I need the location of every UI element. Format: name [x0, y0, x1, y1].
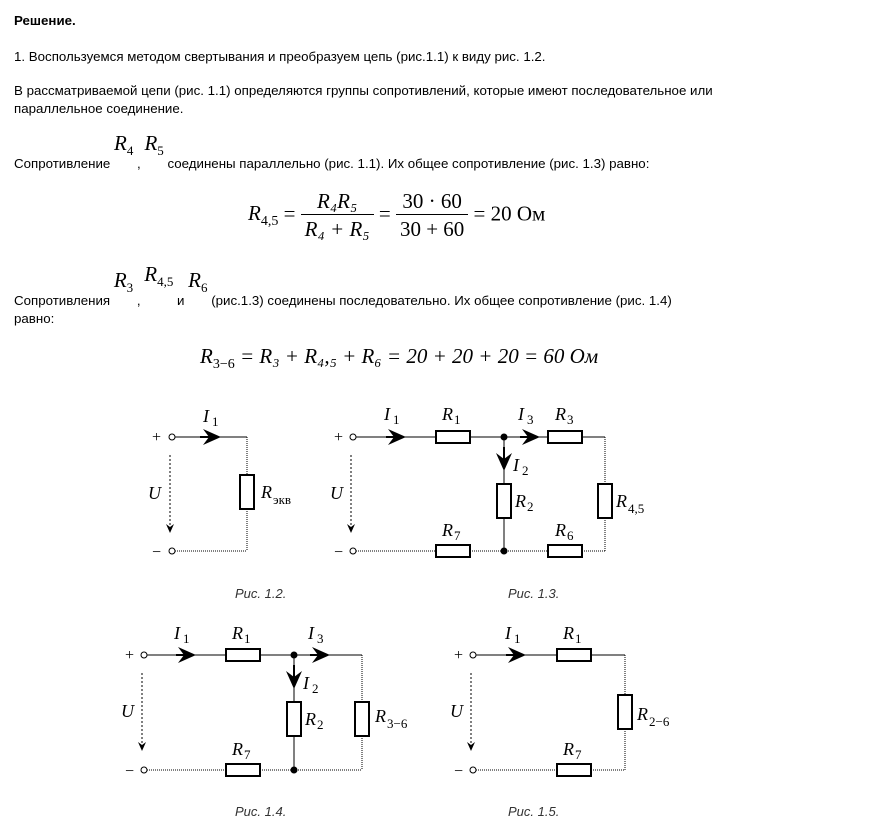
svg-text:−: − — [152, 544, 162, 561]
svg-text:I: I — [203, 406, 209, 426]
svg-text:U: U — [450, 701, 463, 721]
figure-1-4 — [141, 649, 369, 776]
figure-1-2 — [169, 434, 254, 554]
svg-text:2: 2 — [317, 717, 324, 732]
svg-text:R: R — [616, 491, 627, 511]
caption-fig-1-5: Рис. 1.5. — [508, 804, 560, 819]
svg-text:+: + — [454, 647, 464, 664]
svg-text:R: R — [563, 623, 574, 643]
paragraph-4-line-2: равно: — [14, 311, 55, 326]
para4-suffix: (рис.1.3) соединены последовательно. Их общее сопротивление (рис. 1.4) — [211, 293, 672, 308]
svg-text:I: I — [174, 623, 180, 643]
formula2-rhs: = R₃ + R₄,₅ + R₆ = 20 + 20 + 20 = 60 Ом — [239, 344, 599, 368]
paragraph-4: Сопротивления $R_3$ , $R_{4,5}$ и $R_6$ (рис.1.3) соединены последовательно. Их общее сопротивление (рис. 1.4) — [14, 262, 672, 308]
symbol-r45: $R_{4,5}$ — [144, 262, 174, 289]
formula1-lhs: $R_{4,5}$ — [248, 201, 279, 230]
svg-text:R: R — [515, 491, 526, 511]
terminal-minus — [169, 548, 175, 554]
resistor-r3-6 — [355, 702, 369, 736]
para3-suffix: соединены параллельно (рис. 1.1). Их общее сопротивление (рис. 1.3) равно: — [167, 156, 650, 171]
symbol-r3: $R_3$ — [113, 268, 134, 295]
svg-text:R: R — [305, 709, 316, 729]
svg-text:1: 1 — [393, 412, 400, 427]
symbol-r6: $R_6$ — [188, 268, 208, 295]
solution-heading: Решение. — [14, 13, 76, 28]
resistor-r45 — [598, 484, 612, 518]
resistor-r3 — [548, 431, 582, 443]
svg-text:I: I — [384, 404, 390, 424]
resistor-r1 — [436, 431, 470, 443]
svg-text:I: I — [518, 404, 524, 424]
caption-fig-1-2: Рис. 1.2. — [235, 586, 287, 601]
formula1-result: = 20 Ом — [473, 201, 546, 226]
resistor-req — [240, 475, 254, 509]
paragraph-2-line-2: параллельное соединение. — [14, 101, 184, 116]
svg-text:6: 6 — [567, 528, 574, 543]
separator: , — [137, 156, 141, 171]
svg-text:2: 2 — [522, 463, 529, 478]
equals-sign: = — [283, 201, 296, 226]
svg-text:I: I — [513, 455, 519, 475]
svg-text:R: R — [442, 520, 453, 540]
circuit-figures — [0, 395, 872, 832]
svg-text:R: R — [442, 404, 453, 424]
svg-text:2: 2 — [527, 499, 534, 514]
svg-text:3: 3 — [527, 412, 534, 427]
svg-text:7: 7 — [454, 528, 461, 543]
svg-text:2: 2 — [312, 681, 319, 696]
fraction-numeric: $\frac{30 \cdot 60}{30 + 60}$ — [396, 188, 468, 243]
svg-text:R: R — [232, 623, 243, 643]
svg-text:U: U — [148, 483, 161, 503]
svg-text:I: I — [505, 623, 511, 643]
svg-text:−: − — [125, 763, 135, 780]
terminal-plus — [169, 434, 175, 440]
svg-text:R: R — [555, 520, 566, 540]
para3-prefix: Сопротивление — [14, 156, 111, 171]
svg-text:2−6: 2−6 — [649, 714, 670, 729]
svg-text:3−6: 3−6 — [387, 716, 408, 731]
svg-text:R: R — [563, 739, 574, 759]
svg-text:R: R — [261, 482, 272, 502]
svg-text:U: U — [121, 701, 134, 721]
svg-text:1: 1 — [575, 631, 582, 646]
resistor-r2-6 — [618, 695, 632, 729]
svg-text:R: R — [375, 706, 386, 726]
symbol-r5: $R_5$ — [144, 131, 164, 158]
svg-text:7: 7 — [575, 747, 582, 762]
formula-r45: $R_{4,5}$ = $\frac{\text{R₄R₅}}{\text{R₄ + R₅}}$ = $\frac{30 \cdot 60}{30 + 60}$ = 20 Ом — [248, 189, 546, 241]
fraction-symbolic: $\frac{\text{R₄R₅}}{\text{R₄ + R₅}}$ — [301, 188, 374, 243]
resistor-r7 — [436, 545, 470, 557]
svg-text:+: + — [125, 647, 135, 664]
svg-text:+: + — [334, 429, 344, 446]
svg-text:I: I — [308, 623, 314, 643]
svg-text:R: R — [555, 404, 566, 424]
resistor-r2 — [497, 484, 511, 518]
figure-1-5 — [470, 649, 632, 776]
svg-text:I: I — [303, 673, 309, 693]
svg-text:−: − — [334, 544, 344, 561]
paragraph-2-line-1: В рассматриваемой цепи (рис. 1.1) определяются группы сопротивлений, которые имеют последовательное или — [14, 83, 713, 98]
caption-fig-1-4: Рис. 1.4. — [235, 804, 287, 819]
svg-text:3: 3 — [567, 412, 574, 427]
svg-text:−: − — [454, 763, 464, 780]
svg-text:1: 1 — [514, 631, 521, 646]
svg-text:R: R — [232, 739, 243, 759]
svg-text:экв: экв — [273, 492, 292, 507]
svg-text:+: + — [152, 429, 162, 446]
formula-r3-6: $R_{3-6} = R_3 + R_4,_5 + R_6 = 20 + 20 + 20 = 60$ Ом — [200, 344, 599, 372]
svg-text:4,5: 4,5 — [628, 501, 645, 516]
paragraph-3 — [14, 131, 650, 175]
para4-prefix: Сопротивления — [14, 293, 111, 308]
paragraph-1: 1. Воспользуемся методом свертывания и преобразуем цепь (рис.1.1) к виду рис. 1.2. — [14, 49, 546, 64]
svg-text:7: 7 — [244, 747, 251, 762]
svg-text:3: 3 — [317, 631, 324, 646]
caption-fig-1-3: Рис. 1.3. — [508, 586, 560, 601]
svg-text:1: 1 — [244, 631, 251, 646]
svg-text:U: U — [330, 483, 343, 503]
svg-text:1: 1 — [212, 414, 219, 429]
svg-text:1: 1 — [183, 631, 190, 646]
svg-text:1: 1 — [454, 412, 461, 427]
resistor-r6 — [548, 545, 582, 557]
svg-text:R: R — [637, 704, 648, 724]
symbol-r4: $R_4$ — [114, 131, 134, 158]
